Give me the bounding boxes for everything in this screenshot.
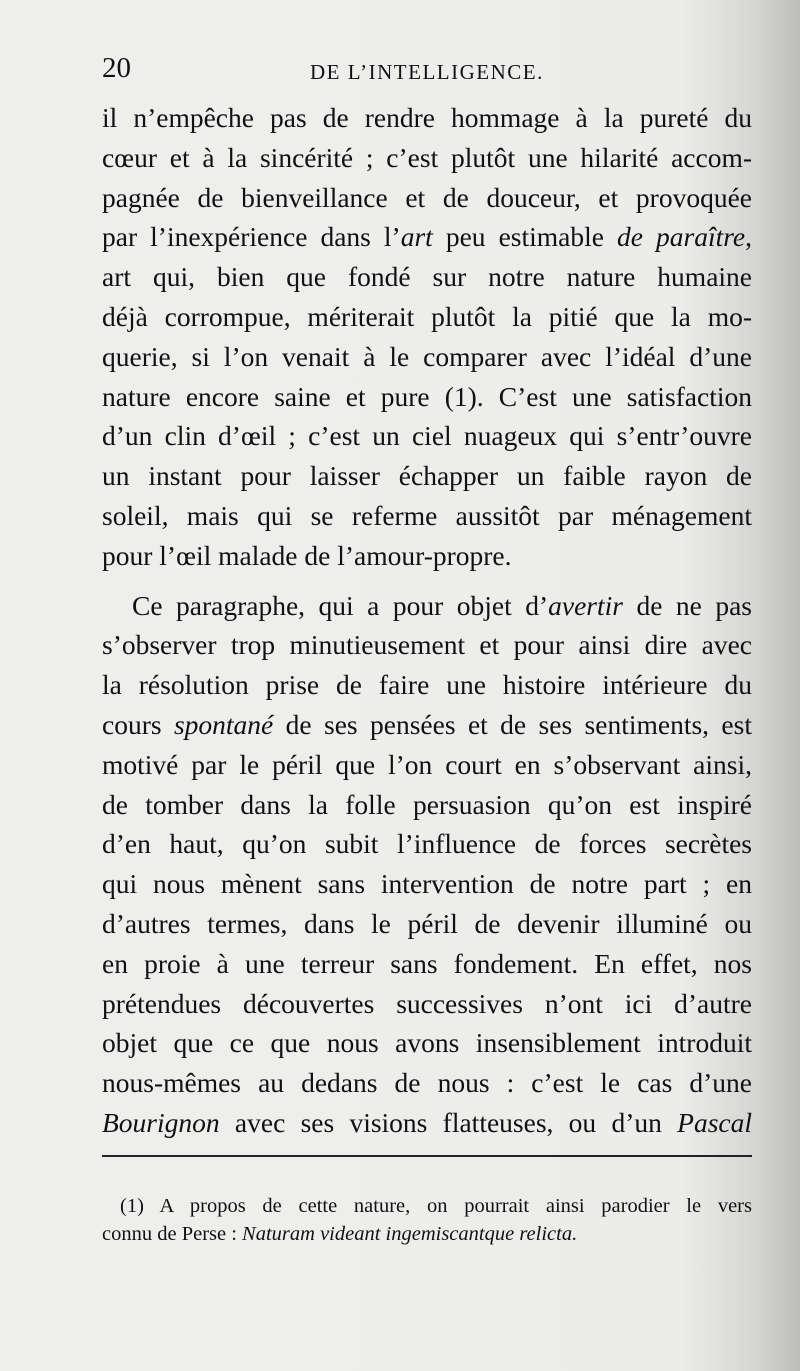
text-line: art qui, bien que fondé sur notre nature humaine bbox=[102, 261, 752, 293]
running-title: DE L’INTELLIGENCE. bbox=[310, 60, 544, 84]
text-line: d’en haut, qu’on subit l’influence de forces secrètes bbox=[102, 828, 752, 860]
text-line: s’observer trop minutieusement et pour ainsi dire avec bbox=[102, 629, 752, 661]
text-line: par l’inexpérience dans l’art peu estimable de paraître, bbox=[102, 221, 752, 253]
italic-name: Bourignon bbox=[102, 1106, 220, 1138]
text-line: en proie à une terreur sans fondement. En effet, nos bbox=[102, 947, 752, 979]
text-line: pagnée de bienveillance et de douceur, et provoquée bbox=[102, 181, 752, 213]
italic-quote: Naturam videant ingemiscantque relicta. bbox=[242, 1223, 578, 1245]
text-line: objet que ce que nous avons insensiblement introduit bbox=[102, 1027, 752, 1059]
text-line: soleil, mais qui se referme aussitôt par ménagement bbox=[102, 499, 752, 531]
text-line: nature encore saine et pure (1). C’est une satisfaction bbox=[102, 380, 752, 412]
text-line: d’autres termes, dans le péril de devenir illuminé ou bbox=[102, 907, 752, 939]
italic-phrase: de paraître bbox=[617, 221, 746, 253]
text-line: il n’empêche pas de rendre hommage à la pureté du bbox=[102, 102, 752, 133]
text-line: la résolution prise de faire une histoire intérieure du bbox=[102, 669, 752, 701]
page-number: 20 bbox=[102, 52, 131, 84]
text-line: cours spontané de ses pensées et de ses sentiments, est bbox=[102, 708, 752, 740]
text-line: cœur et à la sincérité ; c’est plutôt une hilarité accom- bbox=[102, 141, 752, 173]
text-line: de tomber dans la folle persuasion qu’on est inspiré bbox=[102, 788, 752, 820]
text-line: qui nous mènent sans intervention de notre part ; en bbox=[102, 868, 752, 900]
text-line: d’un clin d’œil ; c’est un ciel nuageux qui s’entr’ouvre bbox=[102, 420, 752, 452]
footnote-line: connu de Perse : Naturam videant ingemiscantque relicta. bbox=[102, 1223, 578, 1245]
page-header bbox=[102, 52, 752, 92]
footnote-line: (1) A propos de cette nature, on pourrait ainsi parodier le vers bbox=[120, 1195, 752, 1217]
text-line: un instant pour laisser échapper un faible rayon de bbox=[102, 460, 752, 492]
italic-word: art bbox=[400, 221, 433, 253]
footnote bbox=[102, 1192, 752, 1248]
text-line: pour l’œil malade de l’amour-propre. bbox=[102, 539, 512, 571]
text-line: prétendues découvertes successives n’ont ici d’autre bbox=[102, 987, 752, 1019]
italic-word: avertir bbox=[548, 589, 623, 621]
italic-name: Pascal bbox=[677, 1106, 752, 1138]
text-line: querie, si l’on venait à le comparer avec l’idéal d’une bbox=[102, 340, 752, 372]
body-text bbox=[102, 98, 752, 1143]
footnote-rule bbox=[102, 1155, 752, 1157]
text-line: motivé par le péril que l’on court en s’observant ainsi, bbox=[102, 748, 752, 780]
text-line: Bourignon avec ses visions flatteuses, ou d’un Pascal bbox=[102, 1106, 752, 1138]
text-line: Ce paragraphe, qui a pour objet d’avertir de ne pas bbox=[132, 589, 752, 621]
paragraph-gap bbox=[102, 576, 752, 586]
text-line: déjà corrompue, mériterait plutôt la pitié que la mo- bbox=[102, 300, 752, 332]
text-line: nous-mêmes au dedans de nous : c’est le cas d’une bbox=[102, 1067, 752, 1099]
italic-word: spontané bbox=[173, 708, 274, 740]
